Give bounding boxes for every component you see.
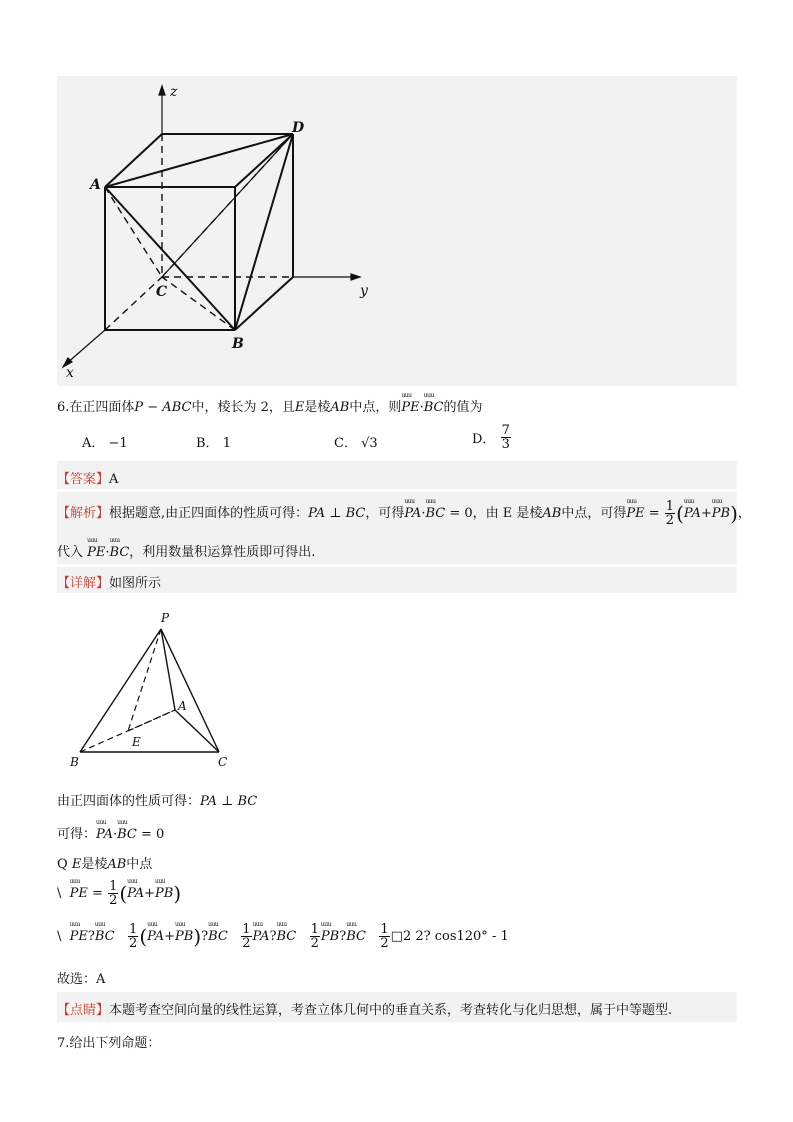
solution-line-2: 可得：uuu PA·uuu BC = 0 [57, 823, 164, 842]
choose-line: 故选：A [57, 972, 106, 987]
option-b[interactable]: B． 1 [196, 436, 231, 451]
answer-value: A [109, 472, 119, 487]
y-arrow [351, 274, 360, 280]
detail-line: 【详解】如图所示 [57, 576, 162, 591]
option-c[interactable]: C． √3 [334, 436, 378, 451]
answer-label: 【答案】 [57, 472, 110, 487]
segment-EA [128, 710, 175, 731]
edge-PC [161, 629, 219, 752]
solution-line-4: \ uuu PE = $\frac{1}{2}$ (uuu PA+uuu PB) [57, 880, 181, 907]
label-x: x [66, 365, 74, 381]
comment-line: 【点睛】本题考查空间向量的线性运算，考查立体几何中的垂直关系，考查转化与化归思想，属于中等题型. [57, 1003, 673, 1018]
segment-PE [128, 629, 161, 731]
label-D: D [292, 120, 305, 136]
label-P: P [161, 611, 170, 625]
edge-PB [80, 629, 161, 752]
solution-line-3: Q E是棱AB中点 [57, 857, 153, 872]
edge-PA [161, 629, 175, 710]
answer-line [57, 468, 118, 487]
hidden-edge [105, 277, 162, 330]
segment-BC [162, 277, 235, 330]
solution-line-5: \ uuu PE?uuu BC $\frac{1}{2}$ (uuu PA+uuu PB)?uuu BC $\frac{1}{2}$ uuu PA?uuu BC $\frac{1}{2}$ uuu PB?uuu BC $\frac{1}{2}$ □2 2? cos120° - 1 [57, 923, 509, 950]
option-d[interactable]: D． $\frac{7}{3}$ [472, 423, 510, 452]
label-z: z [170, 84, 178, 100]
cube-figure [0, 0, 793, 400]
q6-stem: 6.在正四面体P − ABC中，棱长为 2，且E是棱AB中点，则uuu PE·uuu BC的值为 [57, 396, 483, 415]
label-C: C [218, 755, 228, 769]
analysis-line-1: 【解析】根据题意,由正四面体的性质可得：PA ⊥ BC，可得uuu PA·uuu BC = 0，由 E 是棱AB中点，可得uuu PE = $\frac{1}{2}$ (uuu PA+uuu PB)， [57, 500, 751, 527]
label-E: E [132, 735, 141, 749]
label-y: y [360, 283, 368, 299]
segment-BD [235, 134, 293, 330]
segment-AB [105, 187, 235, 330]
label-A: A [178, 699, 187, 713]
edge-AC [175, 710, 219, 752]
analysis-line-2: 代入 uuu PE·uuu BC，利用数量积运算性质即可得出. [57, 541, 315, 560]
q7-stem: 7.给出下列命题： [57, 1036, 161, 1051]
option-a[interactable]: A． −1 [82, 436, 128, 451]
label-B: B [70, 755, 79, 769]
solution-line-1: 由正四面体的性质可得：PA ⊥ BC [57, 794, 258, 809]
label-A: A [90, 177, 101, 193]
label-C: C [156, 284, 168, 300]
option-d-fraction: $\frac{7}{3}$ [501, 423, 510, 452]
segment-AC [105, 187, 162, 277]
edge-AB [80, 710, 175, 752]
label-B: B [232, 336, 244, 352]
answer-shade [57, 461, 737, 489]
z-arrow [159, 86, 165, 95]
x-axis [66, 330, 105, 364]
